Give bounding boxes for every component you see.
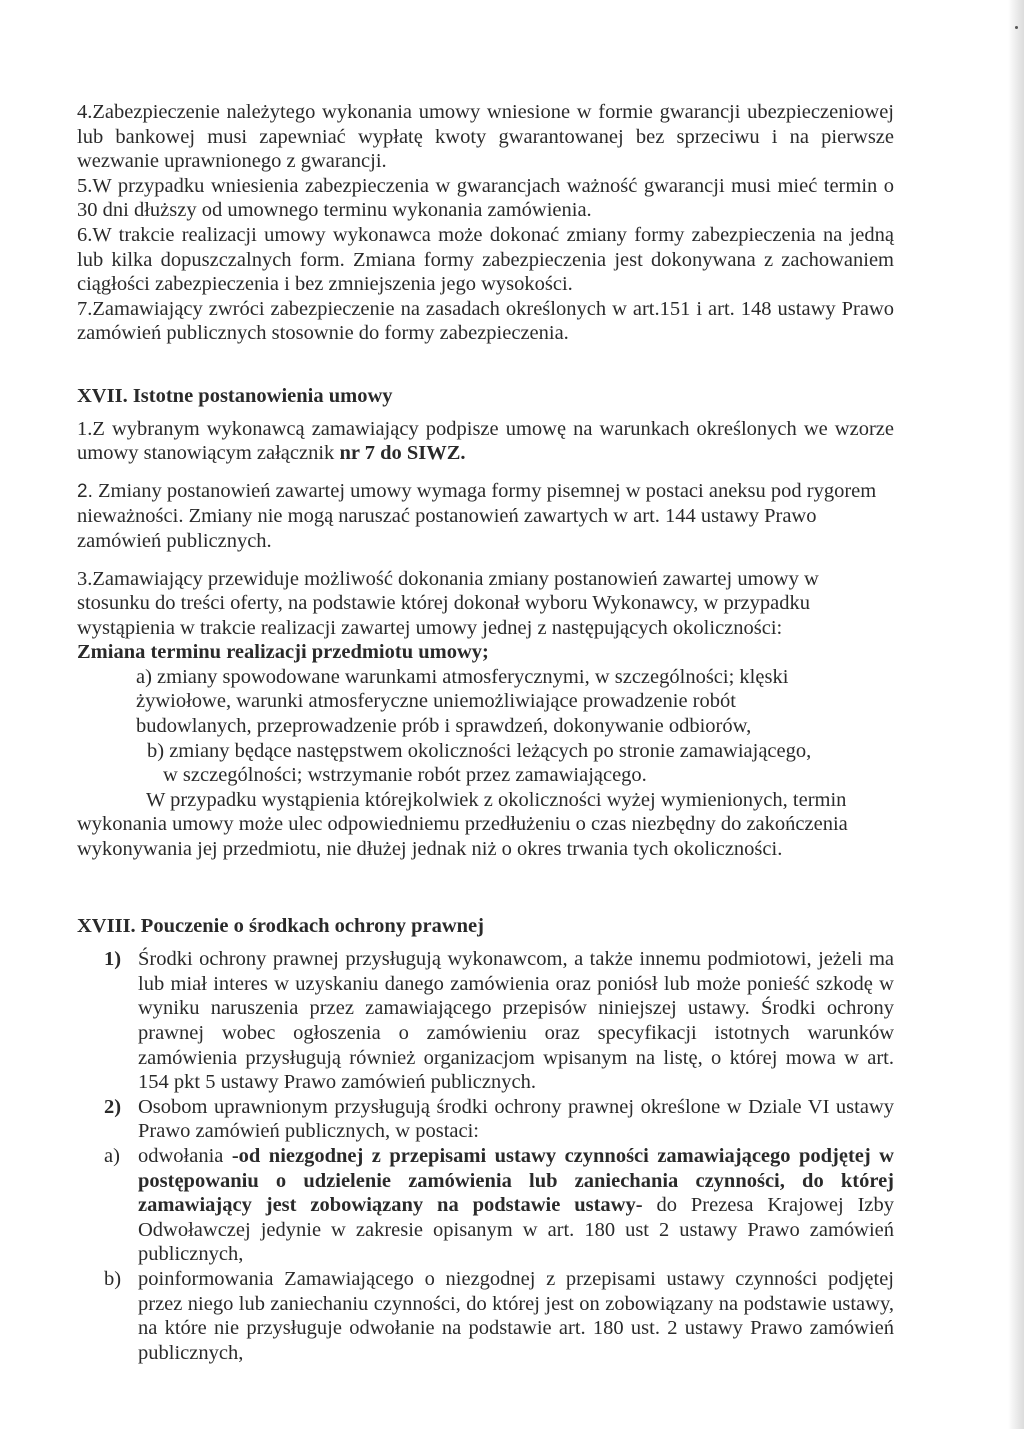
section17-p1-text: 1.Z wybranym wykonawcą zamawiający podpisze umowę na warunkach określonych we wzorze umowy stanowiącym załącznik bbox=[77, 417, 894, 465]
section-heading-xviii: XVIII. Pouczenie o środkach ochrony prawnej bbox=[77, 914, 484, 937]
list-item-a-text bbox=[138, 1144, 894, 1267]
list-marker-b: b) bbox=[104, 1267, 122, 1290]
paragraph-6: 6.W trakcie realizacji umowy wykonawca może dokonać zmiany formy zabezpieczenia na jedną lub kilka dopuszczalnych form. Zmiana formy zabezpieczenia jest dokonywana z zachowaniem ciągłości zabezpieczenia i bez zmniejszenia jego wysokości. bbox=[77, 223, 894, 296]
list-item-b bbox=[77, 1267, 894, 1365]
paragraph-7: 7.Zamawiający zwróci zabezpieczenie na zasadach określonych w art.151 i art. 148 ustawy Prawo zamówień publicznych stosownie do formy zabezpieczenia. bbox=[77, 297, 894, 345]
list-item-1-text: Środki ochrony prawnej przysługują wykonawcom, a także innemu podmiotowi, jeżeli ma lub miał interes w uzyskaniu danego zamówienia oraz poniósł lub może ponieść szkodę w wyniku naruszenia przez zamawiającego przepisów niniejszej ustawy. Środki ochrony prawnej wobec ogłoszenia o zamówieniu oraz specyfikacji istotnych warunków zamówienia przysługują również organizacjom wpisanym na listę, o której mowa w art. 154 pkt 5 ustawy Prawo zamówień publicznych. bbox=[138, 948, 894, 1094]
section-heading-xvii: XVII. Istotne postanowienia umowy bbox=[77, 384, 393, 407]
list-item-1 bbox=[77, 947, 894, 1095]
list-item-a-pre: odwołania bbox=[138, 1144, 232, 1167]
list-item-a-bold: -od niezgodnej z przepisami ustawy czynności zamawiającego podjętej w postępowaniu o udzielenie zamówienia lub zaniechania czynności, do której zamawiający jest zobowiązany na podstawie ustawy- bbox=[138, 1144, 894, 1217]
scan-edge-shadow bbox=[1008, 0, 1024, 1429]
section17-paragraph-1 bbox=[77, 417, 894, 466]
list-marker-1: 1) bbox=[104, 948, 122, 971]
section17-p2-number: 2. bbox=[77, 480, 93, 502]
change-deadline-subheading: Zmiana terminu realizacji przedmiotu umowy; bbox=[77, 641, 489, 664]
list-marker-2: 2) bbox=[104, 1095, 122, 1118]
list-marker-a: a) bbox=[104, 1144, 120, 1167]
list-item-a bbox=[77, 1144, 894, 1267]
document-body bbox=[77, 100, 894, 1365]
condition-a-line-1: a) zmiany spowodowane warunkami atmosferycznymi, w szczególności; klęski bbox=[136, 665, 789, 688]
closing-line-1: W przypadku wystąpienia którejkolwiek z okoliczności wyżej wymienionych, termin bbox=[146, 788, 847, 811]
section17-p2-text: Zmiany postanowień zawartej umowy wymaga formy pisemnej w postaci aneksu pod rygorem nieważności. Zmiany nie mogą naruszać postanowień zawartych w art. 144 ustawy Prawo zamówień publicznych. bbox=[77, 479, 877, 552]
list-item-b-text: poinformowania Zamawiającego o niezgodnej z przepisami ustawy czynności podjętej przez niego lub zaniechaniu czynności, do której jest on zobowiązany na podstawie ustawy, na które nie przysługuje odwołanie na podstawie art. 180 ust. 2 ustawy Prawo zamówień publicznych, bbox=[138, 1267, 894, 1364]
condition-b-line-2: w szczególności; wstrzymanie robót przez zamawiającego. bbox=[163, 764, 647, 787]
scan-speck bbox=[1015, 26, 1018, 29]
list-item-2-text: Osobom uprawnionym przysługują środki ochrony prawnej określone w Dziale VI ustawy Prawo zamówień publicznych, w postaci: bbox=[138, 1095, 894, 1143]
section17-p1-attachment: nr 7 do SIWZ. bbox=[339, 442, 466, 465]
list-item-a-post: do Prezesa Krajowej Izby Odwoławczej jedynie w zakresie opisanym w art. 180 ust 2 ustawy Prawo zamówień publicznych, bbox=[138, 1194, 894, 1266]
section17-paragraph-3: 3.Zamawiający przewiduje możliwość dokonania zmiany postanowień zawartej umowy w stosunku do treści oferty, na podstawie której dokonał wyboru Wykonawcy, w przypadku wystąpienia w trakcie realizacji zawartej umowy jednej z następujących okoliczności: bbox=[77, 567, 819, 639]
condition-a-line-2: żywiołowe, warunki atmosferyczne uniemożliwiające prowadzenie robót bbox=[136, 690, 736, 713]
section17-paragraph-2 bbox=[77, 479, 894, 554]
paragraph-5: 5.W przypadku wniesienia zabezpieczenia w gwarancjach ważność gwarancji musi mieć termin o 30 dni dłuższy od umownego terminu wykonania zamówienia. bbox=[77, 174, 894, 222]
condition-a-line-3: budowlanych, przeprowadzenie prób i sprawdzeń, dokonywanie odbiorów, bbox=[136, 715, 752, 738]
closing-rest: wykonania umowy może ulec odpowiedniemu przedłużeniu o czas niezbędny do zakończenia wykonywania jej przedmiotu, nie dłużej jednak niż o okres trwania tych okoliczności. bbox=[77, 813, 848, 861]
condition-b-line-1: b) zmiany będące następstwem okoliczności leżących po stronie zamawiającego, bbox=[147, 739, 812, 762]
list-item-2 bbox=[77, 1095, 894, 1144]
paragraph-4: 4.Zabezpieczenie należytego wykonania umowy wniesione w formie gwarancji ubezpieczeniowej lub bankowej musi zapewniać wypłatę kwoty gwarantowanej bez sprzeciwu i na pierwsze wezwanie uprawnionego z gwarancji. bbox=[77, 101, 894, 173]
